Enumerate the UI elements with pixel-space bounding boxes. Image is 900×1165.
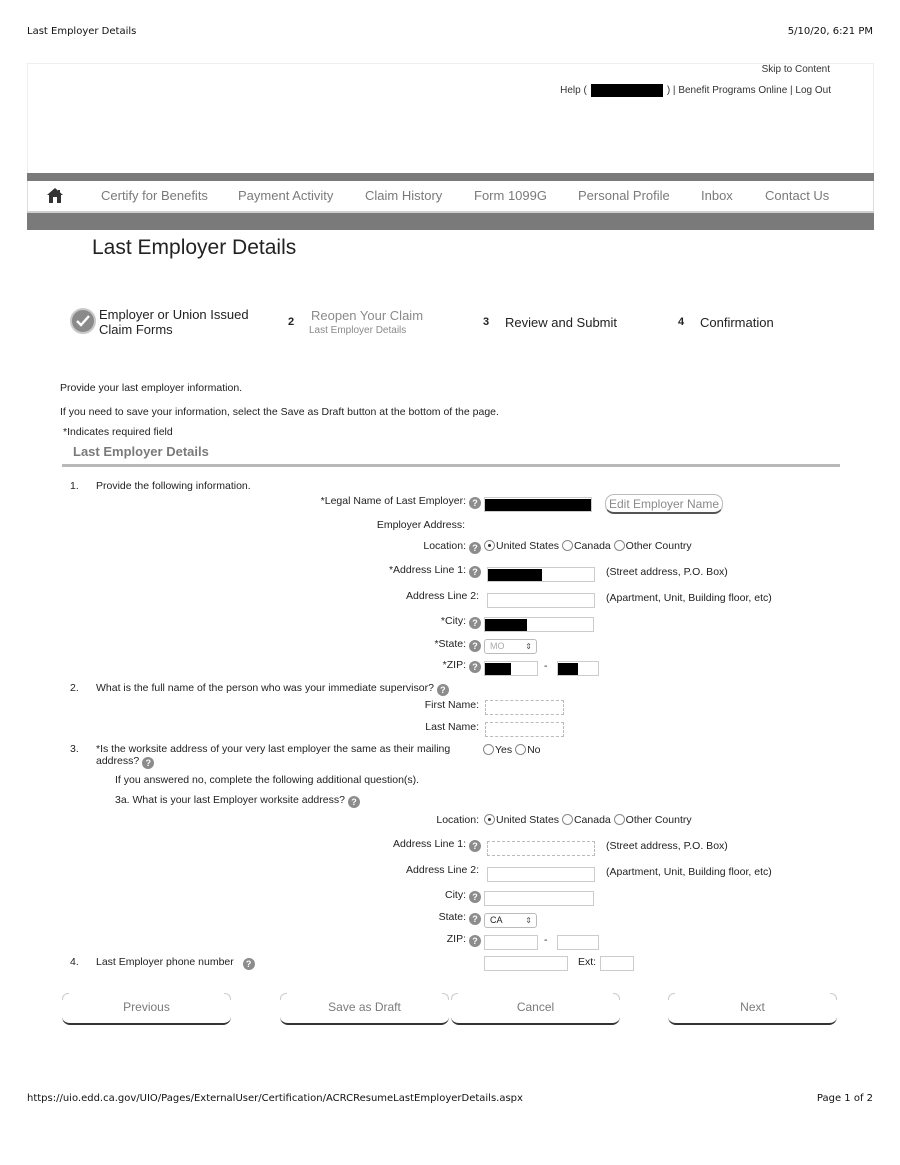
q3-radio-group: Yes No: [483, 744, 541, 756]
radio-other-country[interactable]: [614, 540, 625, 551]
cancel-button[interactable]: Cancel: [451, 993, 620, 1025]
redacted-phone: [591, 84, 663, 97]
help-icon[interactable]: ?: [469, 542, 481, 554]
nav-form-1099g[interactable]: Form 1099G: [474, 188, 547, 203]
step-4-label: Confirmation: [700, 315, 774, 330]
help-link[interactable]: Help (: [560, 85, 587, 96]
zip-dash: -: [544, 660, 548, 672]
city-field[interactable]: [484, 617, 594, 632]
address-line-1-hint: (Street address, P.O. Box): [606, 566, 728, 578]
nav-claim-history[interactable]: Claim History: [365, 188, 443, 203]
last-name-label: Last Name:: [425, 721, 479, 733]
worksite-zip-field[interactable]: [484, 935, 538, 950]
first-name-field[interactable]: [485, 700, 564, 715]
q1-text: Provide the following information.: [96, 480, 251, 492]
worksite-address-1-hint: (Street address, P.O. Box): [606, 840, 728, 852]
skip-to-content-link[interactable]: Skip to Content: [761, 64, 830, 75]
address-line-2-label: Address Line 2:: [406, 590, 479, 602]
radio-no[interactable]: [515, 744, 526, 755]
zip-label: *ZIP: ?: [443, 659, 481, 673]
section-divider: [62, 464, 840, 467]
legal-name-label: *Legal Name of Last Employer: ?: [321, 495, 481, 509]
home-icon[interactable]: [46, 187, 64, 207]
previous-button[interactable]: Previous: [62, 993, 231, 1025]
print-header-datetime: 5/10/20, 6:21 PM: [787, 26, 873, 37]
q3-conditional-note: If you answered no, complete the following additional question(s).: [115, 774, 420, 786]
worksite-zip-dash: -: [544, 934, 548, 946]
address-line-1-label: *Address Line 1: ?: [389, 564, 481, 578]
zip-field[interactable]: [484, 661, 538, 676]
next-button[interactable]: Next: [668, 993, 837, 1025]
q3-text: *Is the worksite address of your very last employer the same as their mailing address? ?: [96, 743, 451, 768]
step-2-label: Reopen Your Claim: [311, 308, 424, 323]
worksite-city-label: City: ?: [445, 889, 481, 903]
section-title: Last Employer Details: [73, 444, 209, 459]
worksite-zip-ext-field[interactable]: [557, 935, 599, 950]
worksite-location-radio-group: United States Canada Other Country: [484, 814, 692, 826]
nav-payment-activity[interactable]: Payment Activity: [238, 188, 334, 203]
required-note: *Indicates required field: [63, 426, 173, 438]
step-3-number: 3: [483, 316, 490, 328]
worksite-address-1-field[interactable]: [487, 841, 595, 856]
worksite-address-2-hint: (Apartment, Unit, Building floor, etc): [606, 866, 772, 878]
intro-line-2: If you need to save your information, select the Save as Draft button at the bottom of the page.: [60, 406, 499, 418]
address-line-1-field[interactable]: [487, 567, 595, 582]
step-2-sub: Last Employer Details: [309, 325, 407, 336]
q3a-text: 3a. What is your last Employer worksite address? ?: [115, 794, 360, 808]
top-header: [27, 63, 874, 173]
radio-yes[interactable]: [483, 744, 494, 755]
save-as-draft-button[interactable]: Save as Draft: [280, 993, 449, 1025]
address-line-2-hint: (Apartment, Unit, Building floor, etc): [606, 592, 772, 604]
print-header-title: Last Employer Details: [27, 26, 137, 37]
last-name-field[interactable]: [485, 722, 564, 737]
first-name-label: First Name:: [424, 699, 479, 711]
location-label: Location: ?: [423, 540, 481, 554]
nav-contact-us[interactable]: Contact Us: [765, 188, 830, 203]
city-label: *City: ?: [441, 615, 481, 629]
address-line-2-field[interactable]: [487, 593, 595, 608]
edit-employer-name-button[interactable]: Edit Employer Name: [605, 494, 723, 514]
print-footer-page: Page 1 of 2: [816, 1093, 873, 1104]
help-icon[interactable]: ?: [437, 684, 449, 696]
phone-field[interactable]: [484, 956, 568, 971]
worksite-state-select[interactable]: CA ⇕: [484, 913, 537, 928]
account-links[interactable]: ) | Benefit Programs Online | Log Out: [666, 85, 831, 96]
ext-field[interactable]: [600, 956, 634, 971]
help-icon[interactable]: ?: [469, 840, 481, 852]
legal-name-field[interactable]: [484, 497, 592, 512]
worksite-address-2-label: Address Line 2:: [406, 864, 479, 876]
nav-certify-for-benefits[interactable]: Certify for Benefits: [101, 188, 208, 203]
help-icon[interactable]: ?: [469, 935, 481, 947]
help-icon[interactable]: ?: [469, 661, 481, 673]
help-icon[interactable]: ?: [243, 958, 255, 970]
help-icon[interactable]: ?: [469, 640, 481, 652]
q4-number: 4.: [70, 956, 79, 968]
state-label: *State: ?: [434, 638, 481, 652]
q1-number: 1.: [70, 480, 79, 492]
worksite-address-1-label: Address Line 1: ?: [393, 838, 481, 852]
main-nav: [27, 181, 874, 211]
top-links: [560, 84, 831, 97]
radio-united-states[interactable]: [484, 814, 495, 825]
radio-canada[interactable]: [562, 540, 573, 551]
print-footer-url: https://uio.edd.ca.gov/UIO/Pages/ExternalUser/Certification/ACRCResumeLastEmployerDetails.aspx: [27, 1093, 523, 1104]
worksite-location-label: Location:: [436, 814, 479, 826]
nav-band-top: [27, 173, 874, 181]
radio-united-states[interactable]: [484, 540, 495, 551]
step-complete-check-icon: [70, 308, 96, 334]
worksite-zip-label: ZIP: ?: [447, 933, 481, 947]
state-select[interactable]: MO ⇕: [484, 639, 537, 654]
q3-number: 3.: [70, 743, 79, 755]
step-3-label: Review and Submit: [505, 315, 617, 330]
step-1: Employer or Union Issued Claim Forms: [99, 307, 249, 337]
ext-label: Ext:: [578, 956, 597, 968]
q4-text: Last Employer phone number ?: [96, 956, 255, 970]
q2-text: What is the full name of the person who was your immediate supervisor? ?: [96, 682, 449, 696]
help-icon[interactable]: ?: [469, 891, 481, 903]
employer-address-label: Employer Address:: [376, 519, 465, 531]
worksite-state-label: State: ?: [439, 911, 481, 925]
page-title: Last Employer Details: [92, 236, 297, 259]
help-icon[interactable]: ?: [142, 757, 154, 769]
help-icon[interactable]: ?: [469, 913, 481, 925]
step-2-number: 2: [288, 316, 295, 328]
worksite-address-2-field[interactable]: [487, 867, 595, 882]
step-4-number: 4: [678, 316, 685, 328]
help-icon[interactable]: ?: [348, 796, 360, 808]
radio-canada[interactable]: [562, 814, 573, 825]
intro-line-1: Provide your last employer information.: [60, 382, 243, 394]
select-arrow-icon: ⇕: [525, 642, 532, 651]
location-radio-group: United States Canada Other Country: [484, 540, 692, 552]
q2-number: 2.: [70, 682, 79, 694]
select-arrow-icon: ⇕: [525, 916, 532, 925]
nav-band-bottom: [27, 211, 874, 230]
nav-personal-profile[interactable]: Personal Profile: [578, 188, 670, 203]
worksite-city-field[interactable]: [484, 891, 594, 906]
help-icon[interactable]: ?: [469, 617, 481, 629]
radio-other-country[interactable]: [614, 814, 625, 825]
help-icon[interactable]: ?: [469, 566, 481, 578]
help-icon[interactable]: ?: [469, 497, 481, 509]
nav-inbox[interactable]: Inbox: [701, 188, 733, 203]
zip-ext-field[interactable]: [557, 661, 599, 676]
